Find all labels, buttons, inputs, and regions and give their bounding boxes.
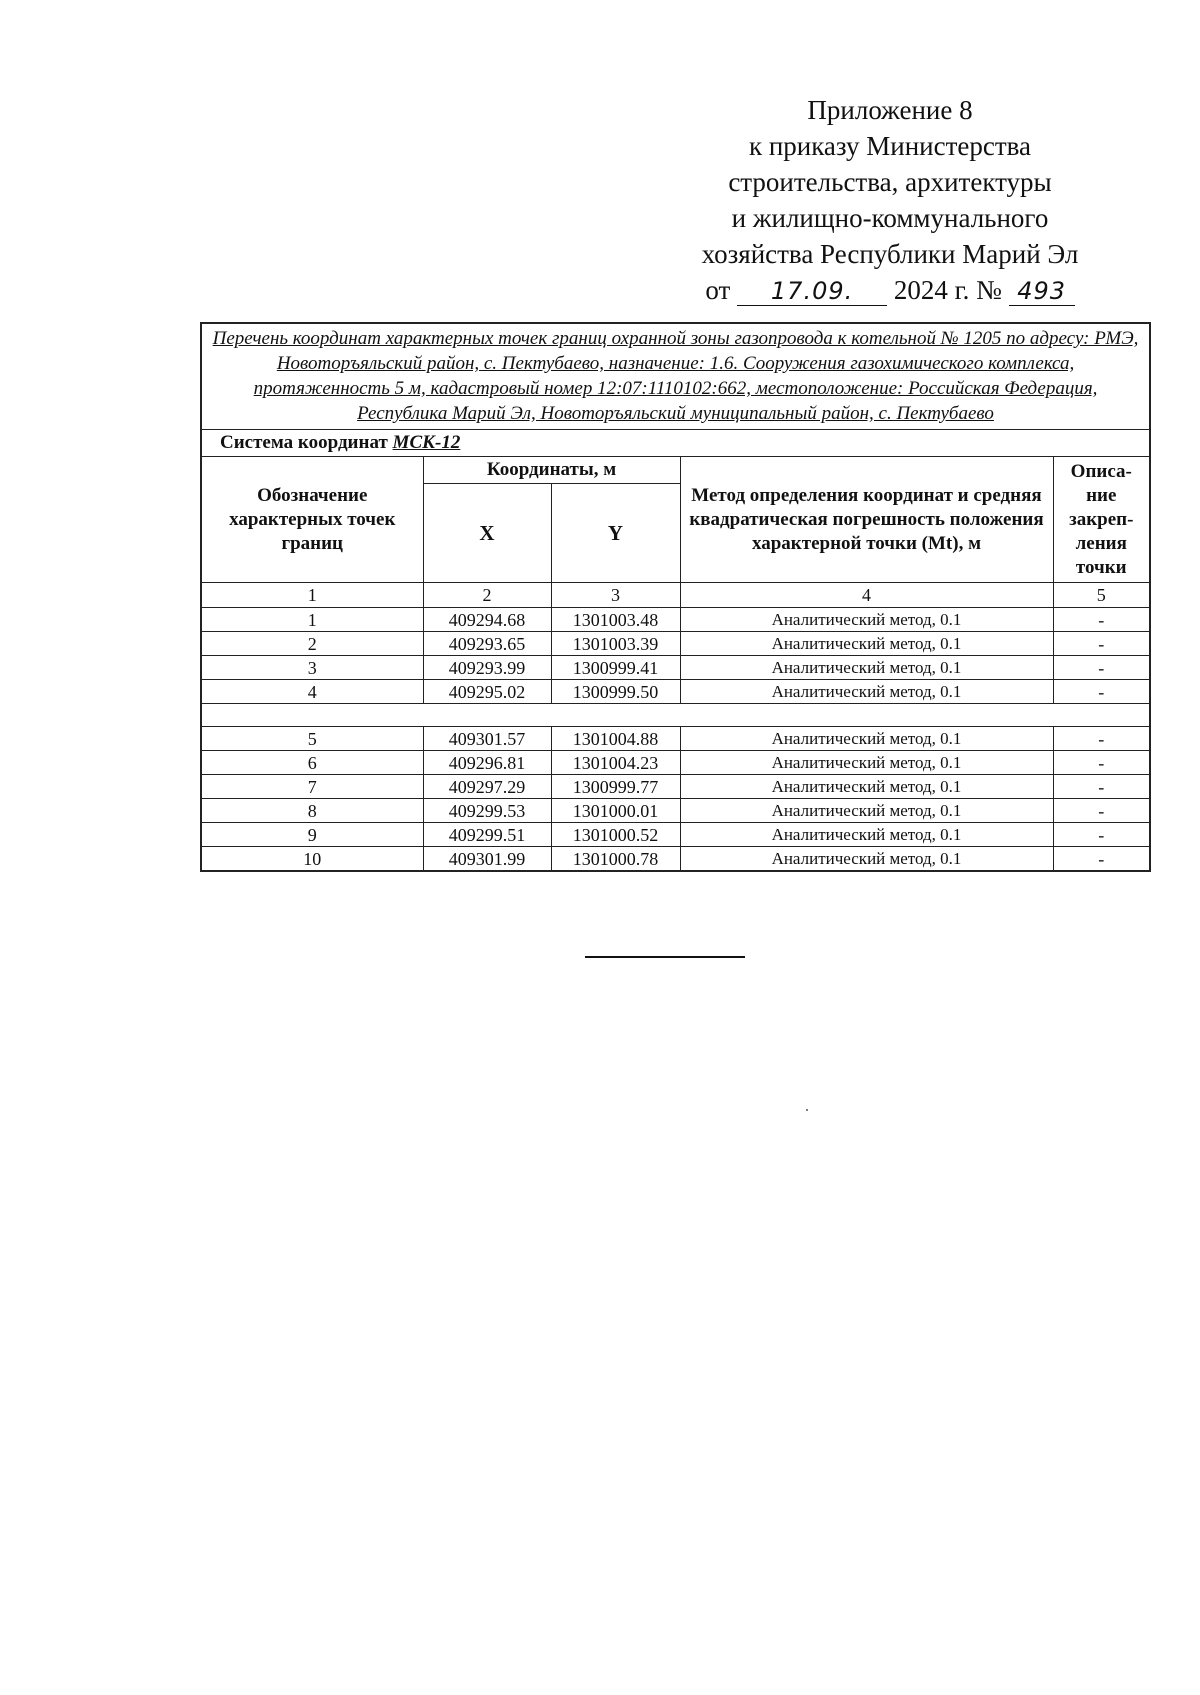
y-cell: 1301003.39 <box>551 632 680 656</box>
header-x: X <box>423 484 551 583</box>
x-cell: 409301.99 <box>423 847 551 872</box>
y-cell: 1301000.78 <box>551 847 680 872</box>
handwritten-date: 17.09. <box>737 277 887 306</box>
scan-speck <box>806 1109 808 1111</box>
y-cell: 1300999.77 <box>551 775 680 799</box>
table-row <box>201 775 1150 799</box>
y-cell: 1301000.01 <box>551 799 680 823</box>
x-cell: 409296.81 <box>423 751 551 775</box>
column-number: 4 <box>680 583 1053 608</box>
column-number: 1 <box>201 583 423 608</box>
table-row <box>201 847 1150 872</box>
description-cell: - <box>1053 823 1150 847</box>
header-method: Метод определения координат и средняя квадратическая погрешность положения характерной точки (Mt), м <box>680 457 1053 583</box>
appendix-line-1: к приказу Министерства <box>748 131 1032 161</box>
point-cell: 3 <box>201 656 423 680</box>
point-cell: 6 <box>201 751 423 775</box>
point-cell: 2 <box>201 632 423 656</box>
x-cell: 409299.51 <box>423 823 551 847</box>
point-cell: 10 <box>201 847 423 872</box>
method-cell: Аналитический метод, 0.1 <box>680 847 1053 872</box>
description-cell: - <box>1053 632 1150 656</box>
method-cell: Аналитический метод, 0.1 <box>680 680 1053 704</box>
point-cell: 5 <box>201 727 423 751</box>
table-row <box>201 680 1150 704</box>
table-row <box>201 751 1150 775</box>
x-cell: 409297.29 <box>423 775 551 799</box>
y-cell: 1301000.52 <box>551 823 680 847</box>
x-cell: 409294.68 <box>423 608 551 632</box>
description-cell: - <box>1053 847 1150 872</box>
header-description: Описа-ние закреп-ления точки <box>1053 457 1150 583</box>
y-cell: 1300999.50 <box>551 680 680 704</box>
description-cell: - <box>1053 727 1150 751</box>
point-cell: 1 <box>201 608 423 632</box>
group-separator-row <box>201 704 1150 727</box>
x-cell: 409293.99 <box>423 656 551 680</box>
point-cell: 9 <box>201 823 423 847</box>
point-cell: 7 <box>201 775 423 799</box>
appendix-line-3: и жилищно-коммунального <box>731 203 1049 233</box>
x-cell: 409293.65 <box>423 632 551 656</box>
appendix-header <box>640 92 1140 308</box>
point-cell: 8 <box>201 799 423 823</box>
point-cell: 4 <box>201 680 423 704</box>
x-cell: 409295.02 <box>423 680 551 704</box>
year-text: 2024 г. № <box>893 275 1002 305</box>
x-cell: 409301.57 <box>423 727 551 751</box>
method-cell: Аналитический метод, 0.1 <box>680 799 1053 823</box>
y-cell: 1301004.23 <box>551 751 680 775</box>
method-cell: Аналитический метод, 0.1 <box>680 751 1053 775</box>
table-row <box>201 656 1150 680</box>
coordinate-system-label: Система координат <box>220 432 388 453</box>
appendix-title: Приложение 8 <box>807 95 973 125</box>
method-cell: Аналитический метод, 0.1 <box>680 608 1053 632</box>
handwritten-order-number: 493 <box>1009 277 1075 306</box>
method-cell: Аналитический метод, 0.1 <box>680 727 1053 751</box>
appendix-line-2: строительства, архитектуры <box>728 167 1052 197</box>
date-prefix: от <box>705 275 731 305</box>
group-separator <box>201 704 1150 727</box>
column-number: 2 <box>423 583 551 608</box>
table-row <box>201 799 1150 823</box>
method-cell: Аналитический метод, 0.1 <box>680 775 1053 799</box>
table-row <box>201 632 1150 656</box>
coordinate-system-row <box>201 430 1150 457</box>
appendix-date-line <box>640 272 1140 308</box>
header-coordinates: Координаты, м <box>423 457 680 484</box>
description-cell: - <box>1053 608 1150 632</box>
appendix-line-4: хозяйства Республики Марий Эл <box>701 239 1079 269</box>
y-cell: 1301004.88 <box>551 727 680 751</box>
description-cell: - <box>1053 775 1150 799</box>
method-cell: Аналитический метод, 0.1 <box>680 656 1053 680</box>
table-caption: Перечень координат характерных точек границ охранной зоны газопровода к котельной № 1205 по адресу: РМЭ, Новоторъяльский район, с. Пектубаево, назначение: 1.6. Сооружения газохимического комплекса, протяженность 5 м, кадастровый номер 12:07:1110102:662, местоположение: Российская Федерация, Республика Марий Эл, Новоторъяльский муниципальный район, с. Пектубаево <box>201 323 1150 430</box>
method-cell: Аналитический метод, 0.1 <box>680 823 1053 847</box>
description-cell: - <box>1053 751 1150 775</box>
coordinate-system-name: МСК-12 <box>392 432 461 453</box>
closing-divider-line <box>585 956 745 958</box>
description-cell: - <box>1053 799 1150 823</box>
column-number: 5 <box>1053 583 1150 608</box>
description-cell: - <box>1053 656 1150 680</box>
table-row <box>201 823 1150 847</box>
coordinates-table <box>200 322 1151 872</box>
table-row <box>201 727 1150 751</box>
y-cell: 1300999.41 <box>551 656 680 680</box>
x-cell: 409299.53 <box>423 799 551 823</box>
column-number-row <box>201 583 1150 608</box>
table-row <box>201 608 1150 632</box>
method-cell: Аналитический метод, 0.1 <box>680 632 1053 656</box>
y-cell: 1301003.48 <box>551 608 680 632</box>
header-y: Y <box>551 484 680 583</box>
header-point-designation: Обозначение характерных точек границ <box>201 457 423 583</box>
description-cell: - <box>1053 680 1150 704</box>
column-number: 3 <box>551 583 680 608</box>
